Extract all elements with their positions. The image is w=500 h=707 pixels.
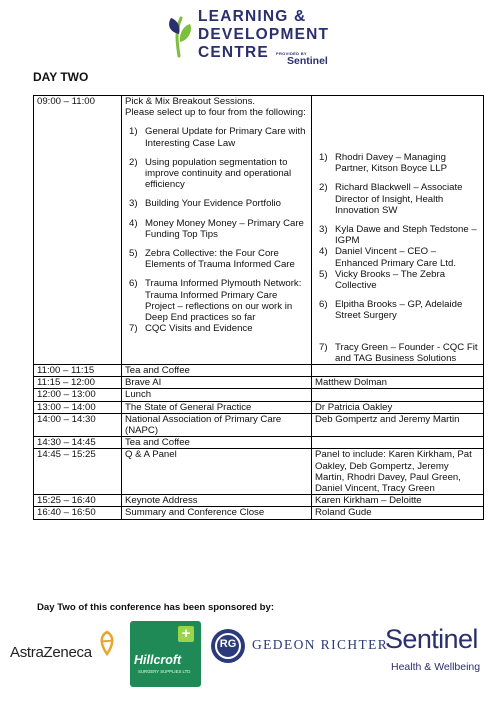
time-cell: 09:00 – 11:00	[34, 96, 122, 365]
session-number: 6)	[129, 278, 138, 290]
breakout-speaker-item	[315, 182, 480, 216]
gedeon-richter-mark: RG	[219, 638, 237, 650]
time-cell: 13:00 – 14:00	[34, 401, 122, 413]
session-cell: Brave AI	[122, 377, 312, 389]
speaker-name: Richard Blackwell – Associate Director of Insight, Health Innovation SW	[335, 182, 463, 216]
speaker-cell: Matthew Dolman	[312, 377, 484, 389]
session-cell: Tea and Coffee	[122, 437, 312, 449]
time-cell: 12:00 – 13:00	[34, 389, 122, 401]
speaker-cell	[312, 96, 484, 365]
speaker-name: Elpitha Brooks – GP, Adelaide Street Surgery	[335, 299, 463, 322]
speaker-name: Daniel Vincent – CEO – Enhanced Primary Care Ltd.	[335, 246, 457, 269]
speaker-number: 6)	[319, 299, 328, 311]
breakout-session-item	[125, 198, 308, 209]
session-title: Using population segmentation to improve continuity and operational efficiency	[145, 156, 292, 191]
breakout-speaker-item	[315, 246, 480, 268]
breakout-session-item	[125, 248, 308, 270]
table-row	[34, 437, 484, 449]
table-row	[34, 377, 484, 389]
table-row	[34, 365, 484, 377]
time-cell: 11:00 – 11:15	[34, 365, 122, 377]
session-cell: Q & A Panel	[122, 449, 312, 495]
speaker-name: Rhodri Davey – Managing Partner, Kitson Boyce LLP	[335, 152, 447, 175]
session-title: Building Your Evidence Portfolio	[145, 198, 282, 210]
session-title: Trauma Informed Plymouth Network: Trauma Informed Primary Care Project – reflections on our work in Deep End practices so far	[145, 278, 302, 324]
session-cell: Lunch	[122, 389, 312, 401]
breakout-speaker-list	[315, 152, 480, 364]
table-row	[34, 449, 484, 495]
time-cell: 11:15 – 12:00	[34, 377, 122, 389]
session-cell: Summary and Conference Close	[122, 507, 312, 519]
session-number: 7)	[129, 323, 138, 335]
page-title: DAY TWO	[33, 70, 89, 84]
speaker-number: 2)	[319, 182, 328, 194]
schedule-table	[33, 95, 484, 520]
breakout-session-item	[125, 323, 308, 334]
speaker-number: 4)	[319, 246, 328, 258]
speaker-cell: Deb Gompertz and Jeremy Martin	[312, 413, 484, 436]
speaker-number: 1)	[319, 152, 328, 163]
breakout-session-list	[125, 126, 308, 334]
table-row	[34, 507, 484, 519]
astrazeneca-logo	[10, 644, 92, 661]
hillcroft-logo	[130, 621, 201, 687]
hillcroft-subtitle: SURGERY SUPPLIES LTD	[138, 669, 191, 674]
session-cell	[122, 96, 312, 365]
breakout-speaker-item	[315, 152, 480, 174]
logo-brand: Sentinel	[287, 55, 328, 67]
breakout-session-item	[125, 157, 308, 191]
session-cell: Keynote Address	[122, 495, 312, 507]
gedeon-richter-emblem-icon	[211, 629, 245, 663]
session-number: 4)	[129, 217, 138, 229]
breakout-speaker-item	[315, 224, 480, 246]
session-number: 1)	[129, 126, 138, 138]
logo-provided-by: PROVIDED BY	[276, 51, 307, 56]
logo-line-2: DEVELOPMENT	[198, 26, 330, 43]
hillcroft-name: Hillcroft	[134, 653, 182, 667]
breakout-speaker-item	[315, 269, 480, 291]
speaker-cell	[312, 437, 484, 449]
session-number: 2)	[129, 156, 138, 168]
breakout-instructions: Please select up to four from the following:	[125, 107, 306, 119]
plus-icon: +	[178, 626, 194, 642]
speaker-name: Kyla Dawe and Steph Tedstone – IGPM	[335, 224, 477, 247]
breakout-title: Pick & Mix Breakout Sessions.	[125, 96, 256, 107]
sentinel-subtitle: Health & Wellbeing	[391, 661, 481, 673]
logo-line-1: LEARNING &	[198, 8, 307, 25]
speaker-cell	[312, 365, 484, 377]
session-title: General Update for Primary Care with Interesting Case Law	[145, 126, 306, 149]
astrazeneca-swirl-icon	[96, 630, 118, 656]
session-number: 3)	[129, 198, 138, 210]
table-row	[34, 401, 484, 413]
table-row	[34, 413, 484, 436]
breakout-session-item	[125, 126, 308, 148]
gedeon-richter-name: GEDEON RICHTER	[252, 637, 389, 652]
speaker-cell: Panel to include: Karen Kirkham, Pat Oakley, Deb Gompertz, Jeremy Martin, Rhodri Davey, Paul Green, Daniel Vincent, Tracy Green	[312, 449, 484, 495]
time-cell: 14:30 – 14:45	[34, 437, 122, 449]
leaf-icon	[165, 12, 195, 58]
ldc-logo	[165, 6, 365, 68]
speaker-number: 7)	[319, 341, 328, 353]
session-number: 5)	[129, 248, 138, 260]
astrazeneca-name: AstraZeneca	[10, 644, 92, 661]
table-row	[34, 495, 484, 507]
time-cell: 14:45 – 15:25	[34, 449, 122, 495]
speaker-number: 5)	[319, 268, 328, 280]
session-cell: Tea and Coffee	[122, 365, 312, 377]
logo-line-3: CENTRE	[198, 44, 269, 61]
time-cell: 16:40 – 16:50	[34, 507, 122, 519]
speaker-name: Vicky Brooks – The Zebra Collective	[335, 268, 446, 292]
speaker-name: Tracy Green – Founder - CQC Fit and TAG Business Solutions	[335, 341, 478, 364]
time-cell: 14:00 – 14:30	[34, 413, 122, 436]
session-cell: The State of General Practice	[122, 401, 312, 413]
sponsor-heading: Day Two of this conference has been sponsored by:	[37, 602, 275, 613]
breakout-speaker-item	[315, 299, 480, 321]
sentinel-logo: Sentinel	[385, 624, 478, 654]
speaker-cell: Dr Patricia Oakley	[312, 401, 484, 413]
breakout-session-item	[125, 218, 308, 240]
breakout-session-item	[125, 278, 308, 323]
table-row	[34, 389, 484, 401]
speaker-cell: Roland Gude	[312, 507, 484, 519]
speaker-cell: Karen Kirkham – Deloitte	[312, 495, 484, 507]
time-cell: 15:25 – 16:40	[34, 495, 122, 507]
session-cell: National Association of Primary Care (NAPC)	[122, 413, 312, 436]
speaker-cell	[312, 389, 484, 401]
table-row	[34, 96, 484, 365]
speaker-number: 3)	[319, 224, 328, 236]
session-title: Money Money Money – Primary Care Funding Top Tips	[145, 217, 304, 240]
breakout-speaker-item	[315, 342, 480, 364]
session-title: CQC Visits and Evidence	[145, 323, 253, 335]
session-title: Zebra Collective: the Four Core Elements of Trauma Informed Care	[145, 248, 295, 271]
